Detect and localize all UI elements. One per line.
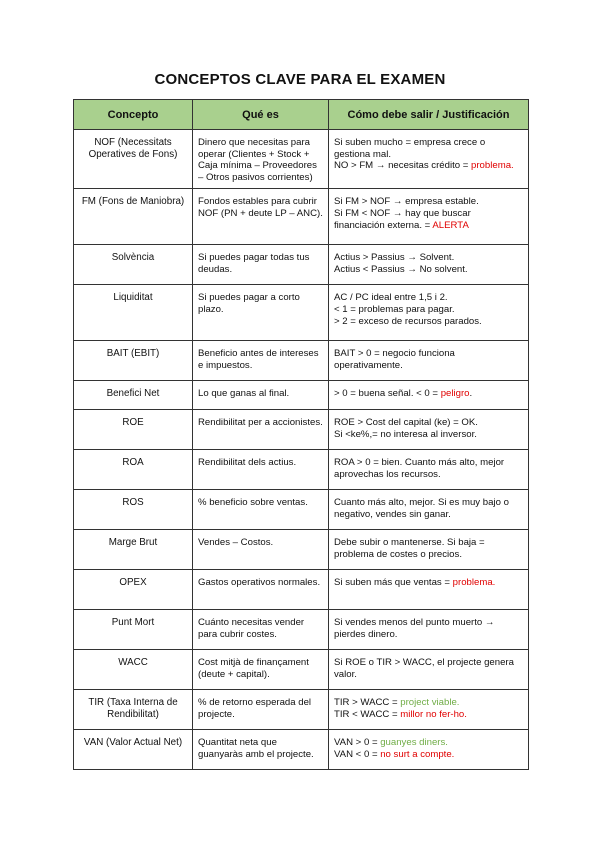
what-cell: Lo que ganas al final.: [193, 381, 329, 410]
table-row: [74, 450, 529, 490]
justification-text: VAN < 0 = no surt a compte.: [334, 748, 455, 760]
justification-text: Si FM < NOF → hay que buscar financiación externa. = ALERTA: [334, 207, 471, 231]
justification-cell: > 0 = buena señal. < 0 = peligro.: [329, 381, 529, 410]
concepts-table: [73, 99, 529, 770]
justification-cell: Si vendes menos del punto muerto → pierdes dinero.: [329, 610, 529, 650]
justification-text: < 1 = problemas para pagar.: [334, 303, 455, 315]
table-row: [74, 410, 529, 450]
table-row: [74, 530, 529, 570]
table-row: [74, 490, 529, 530]
justification-cell: BAIT > 0 = negocio funciona operativamente.: [329, 341, 529, 381]
justification-text: Si <ke%,= no interesa al inversor.: [334, 428, 477, 440]
concept-cell: Liquiditat: [74, 285, 193, 341]
what-cell: Cost mitjà de finançament (deute + capital).: [193, 650, 329, 690]
header-what: Qué es: [193, 100, 329, 130]
concept-cell: FM (Fons de Maniobra): [74, 189, 193, 245]
alert-text: problema.: [471, 160, 514, 172]
justification-text: TIR > WACC = project viable.: [334, 697, 460, 709]
justification-text: > 2 = exceso de recursos parados.: [334, 315, 482, 327]
justification-text: Actius < Passius → No solvent.: [334, 263, 468, 275]
justification-cell: [329, 189, 529, 245]
what-cell: Cuánto necesitas vender para cubrir costes.: [193, 610, 329, 650]
table-header-row: [74, 100, 529, 130]
table-row: [74, 610, 529, 650]
justification-cell: [329, 285, 529, 341]
table-row: [74, 245, 529, 285]
concept-cell: TIR (Taxa Interna de Rendibilitat): [74, 690, 193, 730]
what-cell: Rendibilitat per a accionistes.: [193, 410, 329, 450]
concept-cell: WACC: [74, 650, 193, 690]
justification-cell: [329, 245, 529, 285]
alert-text: millor no fer-ho.: [400, 708, 467, 720]
positive-text: guanyes diners.: [380, 737, 448, 749]
page-title: CONCEPTOS CLAVE PARA EL EXAMEN: [154, 71, 446, 88]
what-cell: Rendibilitat dels actius.: [193, 450, 329, 490]
alert-text: no surt a compte.: [380, 748, 455, 760]
justification-text: Actius > Passius → Solvent.: [334, 252, 455, 264]
alert-text: problema.: [452, 577, 496, 589]
table-row: [74, 285, 529, 341]
justification-cell: [329, 130, 529, 189]
concept-cell: NOF (Necessitats Operatives de Fons): [74, 130, 193, 189]
justification-text: TIR < WACC = millor no fer-ho.: [334, 708, 467, 720]
justification-cell: Si ROE o TIR > WACC, el projecte genera valor.: [329, 650, 529, 690]
justification-text: VAN > 0 = guanyes diners.: [334, 737, 448, 749]
what-cell: Si puedes pagar a corto plazo.: [193, 285, 329, 341]
alert-text: ALERTA: [432, 219, 469, 231]
table-row: [74, 130, 529, 189]
what-cell: Dinero que necesitas para operar (Clientes + Stock + Caja mínima – Proveedores – Otros pasivos corrientes): [193, 130, 329, 189]
justification-cell: Debe subir o mantenerse. Si baja = problema de costes o precios.: [329, 530, 529, 570]
what-cell: Si puedes pagar todas tus deudas.: [193, 245, 329, 285]
table-row: [74, 690, 529, 730]
justification-cell: Si suben más que ventas = problema.: [329, 570, 529, 610]
what-cell: Vendes – Costos.: [193, 530, 329, 570]
table-row: [74, 650, 529, 690]
positive-text: project viable.: [400, 697, 460, 709]
justification-cell: [329, 690, 529, 730]
justification-text: Si suben mucho = empresa crece o gestiona mal.: [334, 137, 486, 160]
what-cell: Quantitat neta que guanyaràs amb el projecte.: [193, 730, 329, 770]
concept-cell: Marge Brut: [74, 530, 193, 570]
concept-cell: Solvència: [74, 245, 193, 285]
header-justification: Cómo debe salir / Justificación: [329, 100, 529, 130]
what-cell: % de retorno esperada del projecte.: [193, 690, 329, 730]
justification-cell: [329, 410, 529, 450]
alert-text: peligro: [440, 388, 470, 400]
table-row: [74, 570, 529, 610]
what-cell: % beneficio sobre ventas.: [193, 490, 329, 530]
concept-cell: ROS: [74, 490, 193, 530]
table-row: [74, 189, 529, 245]
justification-text: ROE > Cost del capital (ke) = OK.: [334, 417, 478, 429]
what-cell: Beneficio antes de intereses e impuestos.: [193, 341, 329, 381]
concept-cell: VAN (Valor Actual Net): [74, 730, 193, 770]
concept-cell: BAIT (EBIT): [74, 341, 193, 381]
justification-cell: Cuanto más alto, mejor. Si es muy bajo o negativo, vendes sin ganar.: [329, 490, 529, 530]
justification-text: AC / PC ideal entre 1,5 i 2.: [334, 292, 448, 304]
header-concept: Concepto: [74, 100, 193, 130]
table-row: [74, 730, 529, 770]
justification-cell: [329, 730, 529, 770]
concept-cell: Benefici Net: [74, 381, 193, 410]
justification-text: NO > FM → necesitas crédito = problema.: [334, 160, 514, 172]
justification-cell: ROA > 0 = bien. Cuanto más alto, mejor aprovechas los recursos.: [329, 450, 529, 490]
what-cell: Fondos estables para cubrir NOF (PN + deute LP – ANC).: [193, 189, 329, 245]
table-row: [74, 341, 529, 381]
concept-cell: Punt Mort: [74, 610, 193, 650]
what-cell: Gastos operativos normales.: [193, 570, 329, 610]
concept-cell: OPEX: [74, 570, 193, 610]
concept-cell: ROA: [74, 450, 193, 490]
table-row: [74, 381, 529, 410]
justification-text: Si FM > NOF → empresa estable.: [334, 196, 479, 208]
concept-cell: ROE: [74, 410, 193, 450]
